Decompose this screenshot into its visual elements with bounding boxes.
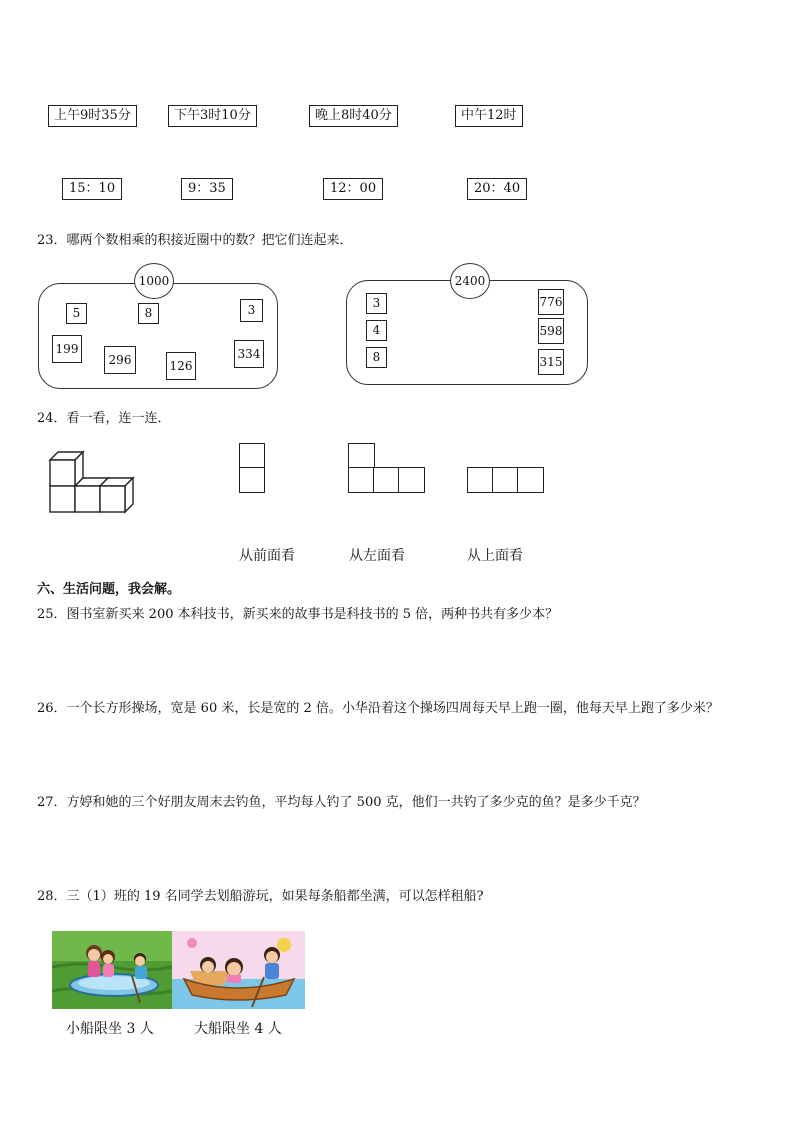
number-box: 199 xyxy=(52,335,82,363)
clock-time-2: 9：35 xyxy=(181,178,233,200)
big-boat-caption: 大船限坐 4 人 xyxy=(194,1021,282,1037)
number-box: 3 xyxy=(240,299,263,322)
number-box: 5 xyxy=(66,303,87,324)
word-time-4: 中午12时 xyxy=(455,105,523,127)
number-box: 776 xyxy=(538,289,564,315)
view-shape-row-cell xyxy=(467,467,494,493)
question-23: 23．哪两个数相乘的积接近圈中的数？把它们连起来． xyxy=(37,233,353,248)
question-25: 25．图书室新买来 200 本科技书，新买来的故事书是科技书的 5 倍，两种书共有多少本？ xyxy=(37,607,559,622)
section-title: 六、生活问题，我会解。 xyxy=(37,582,181,597)
number-box: 296 xyxy=(104,346,136,374)
clock-time-1: 15：10 xyxy=(62,178,122,200)
view-shape-l-cell xyxy=(373,467,400,493)
view-label-left: 从左面看 xyxy=(349,548,405,564)
word-time-3: 晚上8时40分 xyxy=(309,105,398,127)
small-boat-caption: 小船限坐 3 人 xyxy=(66,1021,154,1037)
clock-time-3: 12：00 xyxy=(323,178,383,200)
number-box: 4 xyxy=(366,320,387,341)
view-label-top: 从上面看 xyxy=(467,548,523,564)
target-circle-1000: 1000 xyxy=(134,263,174,299)
number-box: 8 xyxy=(138,303,159,324)
clock-time-4: 20：40 xyxy=(467,178,527,200)
number-box: 334 xyxy=(234,340,264,368)
number-box: 315 xyxy=(538,349,564,375)
big-boat-picture xyxy=(172,931,305,1009)
question-24: 24．看一看，连一连． xyxy=(37,411,171,426)
view-shape-l-cell xyxy=(348,467,375,493)
word-time-1: 上午9时35分 xyxy=(48,105,137,127)
question-27: 27．方婷和她的三个好朋友周末去钓鱼，平均每人钓了 500 克，他们一共钓了多少克的鱼？是多少千克？ xyxy=(37,795,646,810)
number-box: 3 xyxy=(366,293,387,314)
number-box: 598 xyxy=(538,318,564,344)
view-shape-row-cell xyxy=(492,467,519,493)
view-shape-vertical-cell xyxy=(239,443,265,469)
view-shape-l-cell xyxy=(398,467,425,493)
number-box: 8 xyxy=(366,347,387,368)
question-26: 26．一个长方形操场，宽是 60 米，长是宽的 2 倍。小华沿着这个操场四周每天早上跑一圈，他每天早上跑了多少米？ xyxy=(37,701,719,716)
view-label-front: 从前面看 xyxy=(239,548,295,564)
word-time-2: 下午3时10分 xyxy=(168,105,257,127)
target-circle-2400: 2400 xyxy=(450,263,490,299)
small-boat-picture xyxy=(52,931,172,1009)
number-box: 126 xyxy=(166,352,196,380)
view-shape-l-cell xyxy=(348,443,375,469)
cube-stack-3d xyxy=(45,448,140,518)
view-shape-vertical-cell xyxy=(239,467,265,493)
question-28: 28．三（1）班的 19 名同学去划船游玩，如果每条船都坐满，可以怎样租船? xyxy=(37,889,484,904)
view-shape-row-cell xyxy=(517,467,544,493)
